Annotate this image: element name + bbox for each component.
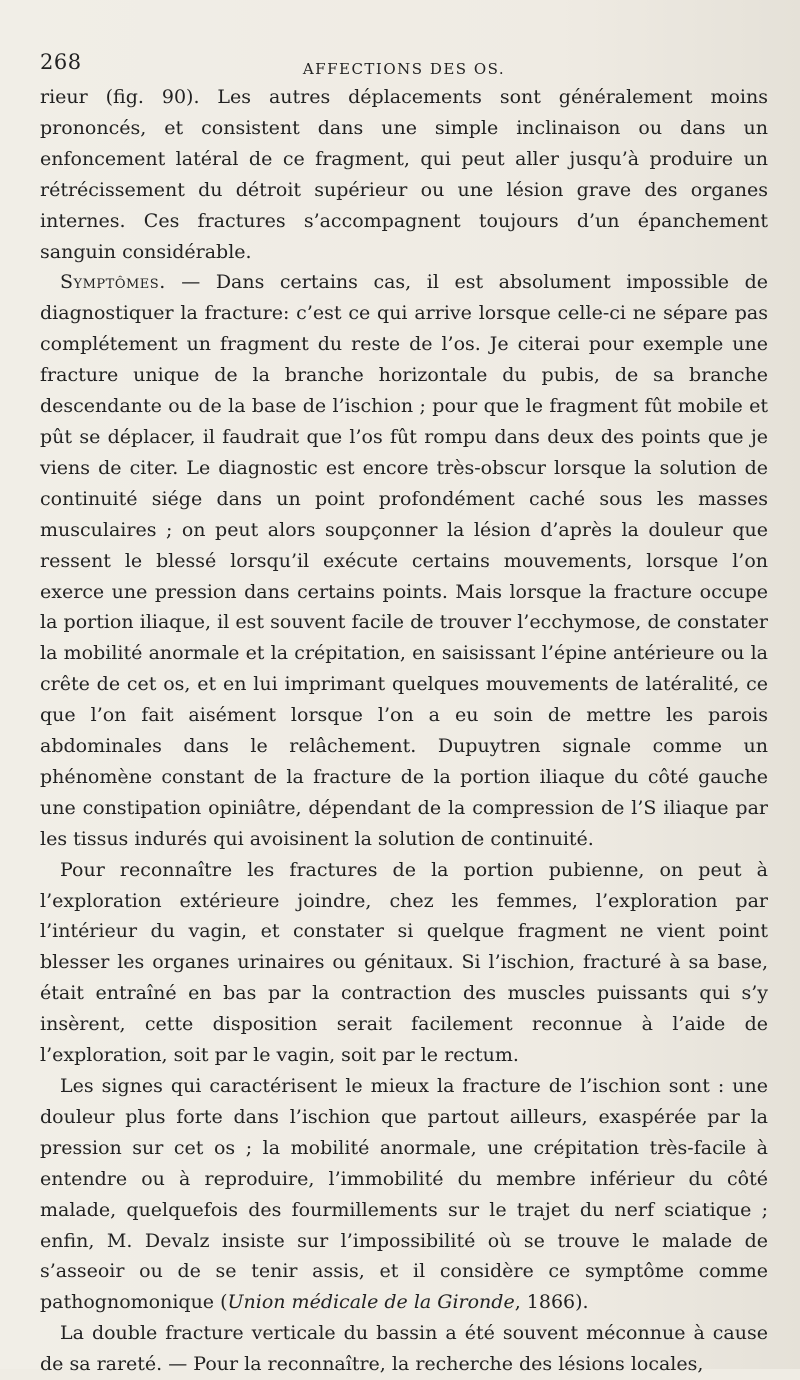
running-head: AFFECTIONS DES OS. — [302, 60, 506, 78]
paragraph-text: — Dans certains cas, il est absolument impossible de diagnostiquer la fracture: c’est ce qui arrive lorsque celle-ci ne sépare pas complétement un fragment du reste de l’os. Je citerai pour exemple une fracture unique de la branche horizontale du pubis, de sa branche descendante ou de la base de l’ischion ; pour que le fragment fût mobile et pût se déplacer, il faudrait que l’os fût rompu dans deux des points que je viens de citer. Le diagnostic est encore très-obscur lorsque la solution de continuité siége dans un point profondément caché sous les masses musculaires ; on peut alors soupçonner la lésion d’après la douleur que ressent le blessé lorsqu’il exécute certains mouvements, lorsque l’on exerce une pression dans certains points. Mais lorsque la fracture occupe la portion iliaque, il est souvent facile de trouver l’ecchymose, de constater la mobilité anormale et la crépitation, en saisissant l’épine antérieure ou la crête de cet os, et en lui imprimant quelques mouvements de latéralité, ce que l’on fait aisément lorsque l’on a eu soin de mettre les parois abdominales dans le relâchement. Dupuytren signale comme un phénomène constant de la fracture de la portion iliaque du côté gauche une constipation opiniâtre, dépendant de la compression de l’S iliaque par les tissus indurés qui avoisinent la solution de continuité. — [40, 271, 768, 850]
paragraph-text: La double fracture verticale du bassin a été souvent méconnue à cause de sa rareté. — Pour la reconnaître, la recherche des lésions locales, — [40, 1322, 768, 1376]
paragraph-text: , 1866). — [514, 1291, 589, 1314]
paragraph-ischium-signs — [40, 1071, 768, 1318]
body-text — [40, 82, 768, 1380]
citation-title: Union médicale de la Gironde — [227, 1291, 515, 1314]
paragraph-continuation — [40, 82, 768, 267]
paragraph-text: Pour reconnaître les fractures de la portion pubienne, on peut à l’exploration extérieure joindre, chez les femmes, l’exploration par l’intérieur du vagin, et constater si quelque fragment ne vient point blesser les organes urinaires ou génitaux. Si l’ischion, fracturé à sa base, était entraîné en bas par la contraction des muscles puissants qui s’y insèrent, cette disposition serait facilement reconnue à l’aide de l’exploration, soit par le vagin, soit par le rectum. — [40, 858, 768, 1067]
paragraph-text: Les signes qui caractérisent le mieux la fracture de l’ischion sont : une douleur plus forte dans l’ischion que partout ailleurs, exaspérée par la pression sur cet os ; la mobilité anormale, une crépitation très-facile à entendre ou à reproduire, l’immobilité du membre inférieur du côté malade, quelquefois des fourmillements sur le trajet du nerf sciatique ; enfin, M. Devalz insiste sur l’impossibilité où se trouve le malade de s’asseoir ou de se tenir assis, et il considère ce symptôme comme pathognomonique ( — [40, 1075, 768, 1314]
paragraph-symptoms — [40, 267, 768, 854]
paragraph-double-fracture — [40, 1318, 768, 1380]
section-heading: Symptômes. — [60, 271, 166, 294]
page-number: 268 — [40, 50, 82, 74]
page-header — [40, 50, 768, 82]
paragraph-pubic-fracture — [40, 855, 768, 1071]
paragraph-text: rieur (fig. 90). Les autres déplacements sont généralement moins prononcés, et consistent dans une simple inclinaison ou dans un enfoncement latéral de ce fragment, qui peut aller jusqu’à produire un rétrécissement du détroit supérieur ou une lésion grave des organes internes. Ces fractures s’accompagnent toujours d’un épanchement sanguin considérable. — [40, 86, 768, 263]
